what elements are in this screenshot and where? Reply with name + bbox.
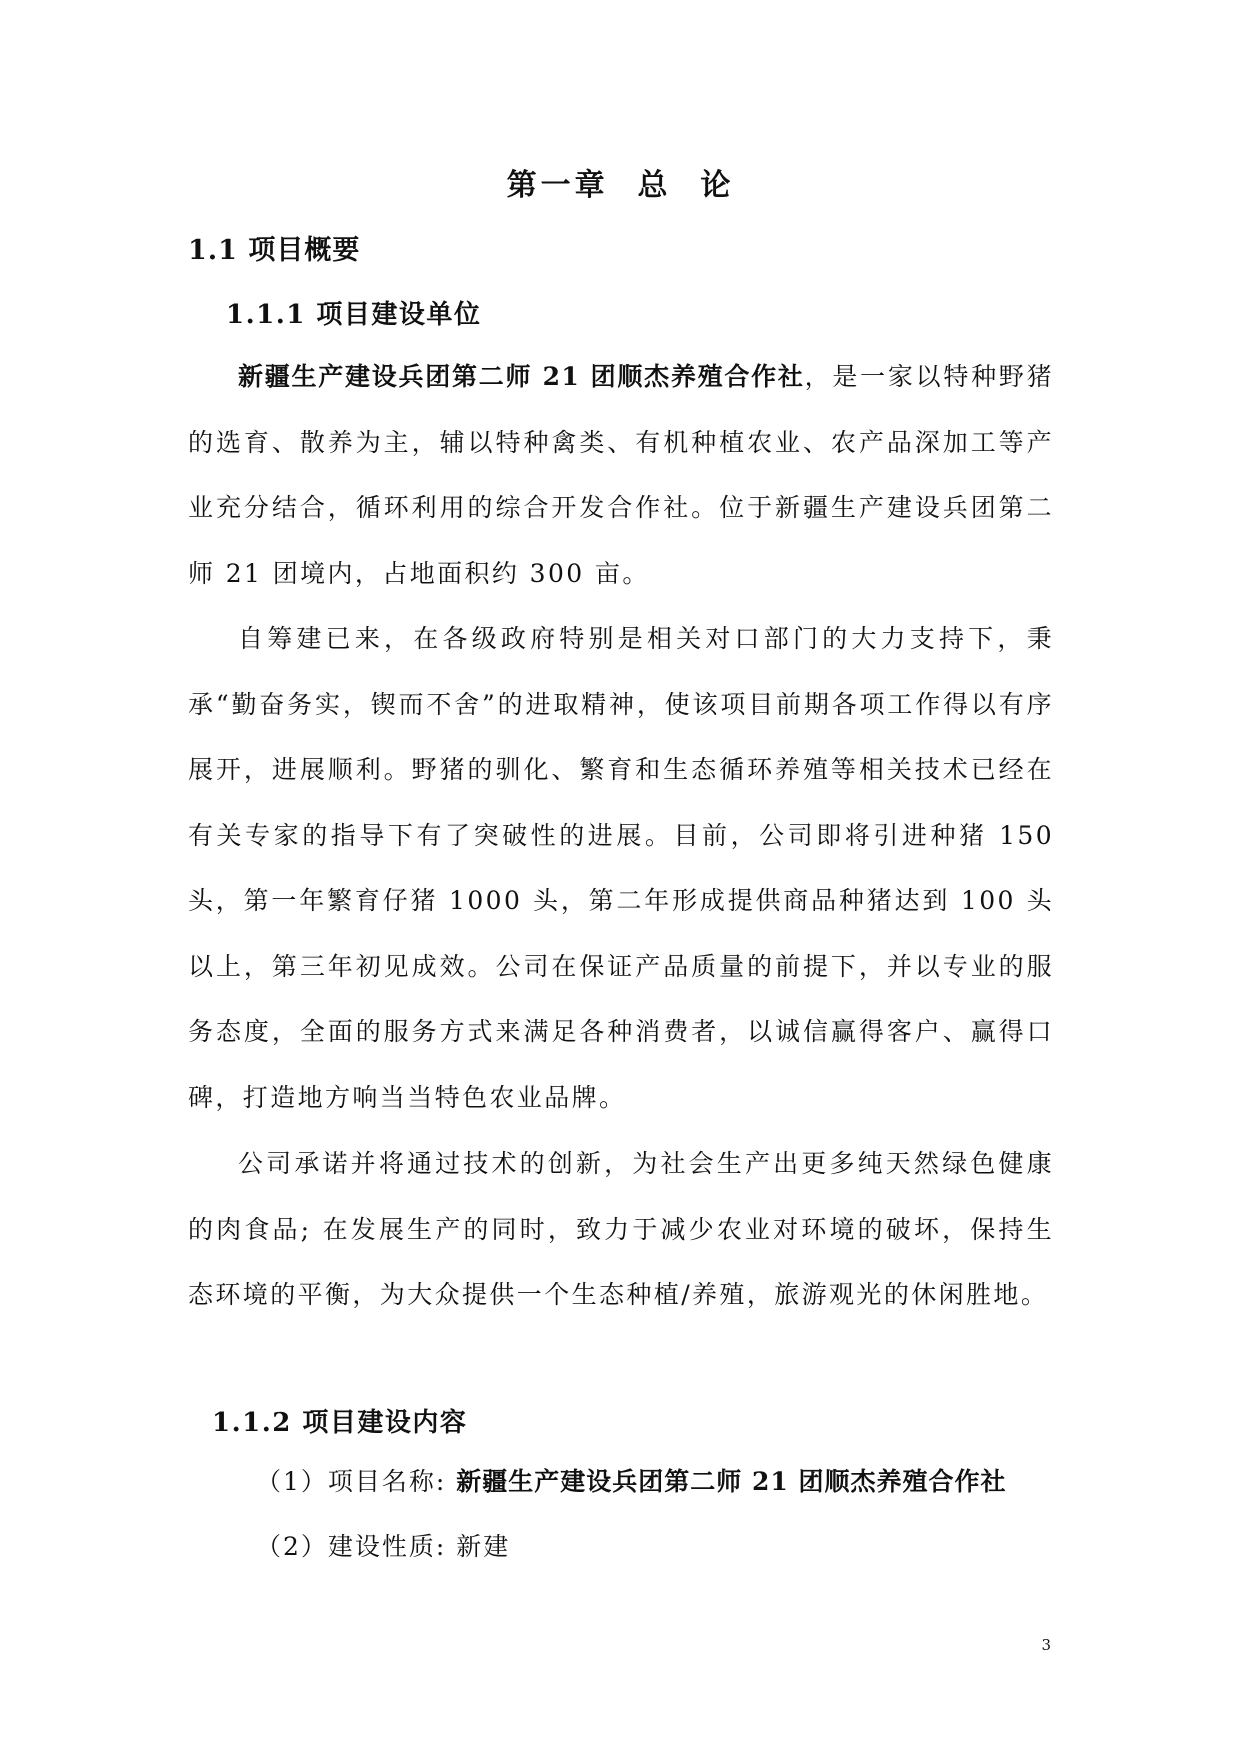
item-value: 新疆生产建设兵团第二师 21 团顺杰养殖合作社: [456, 1467, 1007, 1496]
item-label: （2）建设性质:: [256, 1532, 457, 1561]
paragraph-development: 自筹建已来，在各级政府特别是相关对口部门的大力支持下，秉承“勤奋务实，锲而不舍”的进取精神，使该项目前期各项工作得以有序展开，进展顺利。野猪的驯化、繁育和生态循环养殖等相关技术已经在有关专家的指导下有了突破性的进展。目前，公司即将引进种猪 150 头，第一年繁育仔猪 1000 头，第二年形成提供商品种猪达到 100 头以上，第三年初见成效。公司在保证产品质量的前提下，并以专业的服务态度，全面的服务方式来满足各种消费者，以诚信赢得客户、赢得口碑，打造地方响当当特色农业品牌。: [188, 624, 1054, 1112]
paragraph-commitment: 公司承诺并将通过技术的创新，为社会生产出更多纯天然绿色健康的肉食品; 在发展生产的同时，致力于减少农业对环境的破坏，保持生态环境的平衡，为大众提供一个生态种植/养殖，旅游观光的休闲胜地。: [188, 1149, 1054, 1309]
paragraph-construction-unit: [188, 344, 1054, 606]
section-heading-1-1-1: 1.1.1 项目建设单位: [226, 300, 482, 330]
chapter-title: 第一章 总 论: [506, 168, 735, 203]
item-label: （1）项目名称:: [256, 1467, 457, 1496]
item-value: 新建: [456, 1532, 511, 1561]
page-number: 3: [1041, 1636, 1051, 1654]
list-item-project-name: [256, 1462, 1006, 1498]
organization-name: 新疆生产建设兵团第二师 21 团顺杰养殖合作社: [238, 362, 805, 391]
paragraph-text: ，是一家以特种野猪的选育、散养为主，辅以特种禽类、有机种植农业、农产品深加工等产业充分结合，循环利用的综合开发合作社。位于新疆生产建设兵团第二师 21 团境内，占地面积约 300 亩。: [188, 362, 1054, 588]
section-heading-1-1: 1.1 项目概要: [188, 235, 361, 266]
section-heading-1-1-2: 1.1.2 项目建设内容: [212, 1408, 468, 1438]
list-item-construction-nature: [256, 1527, 510, 1563]
